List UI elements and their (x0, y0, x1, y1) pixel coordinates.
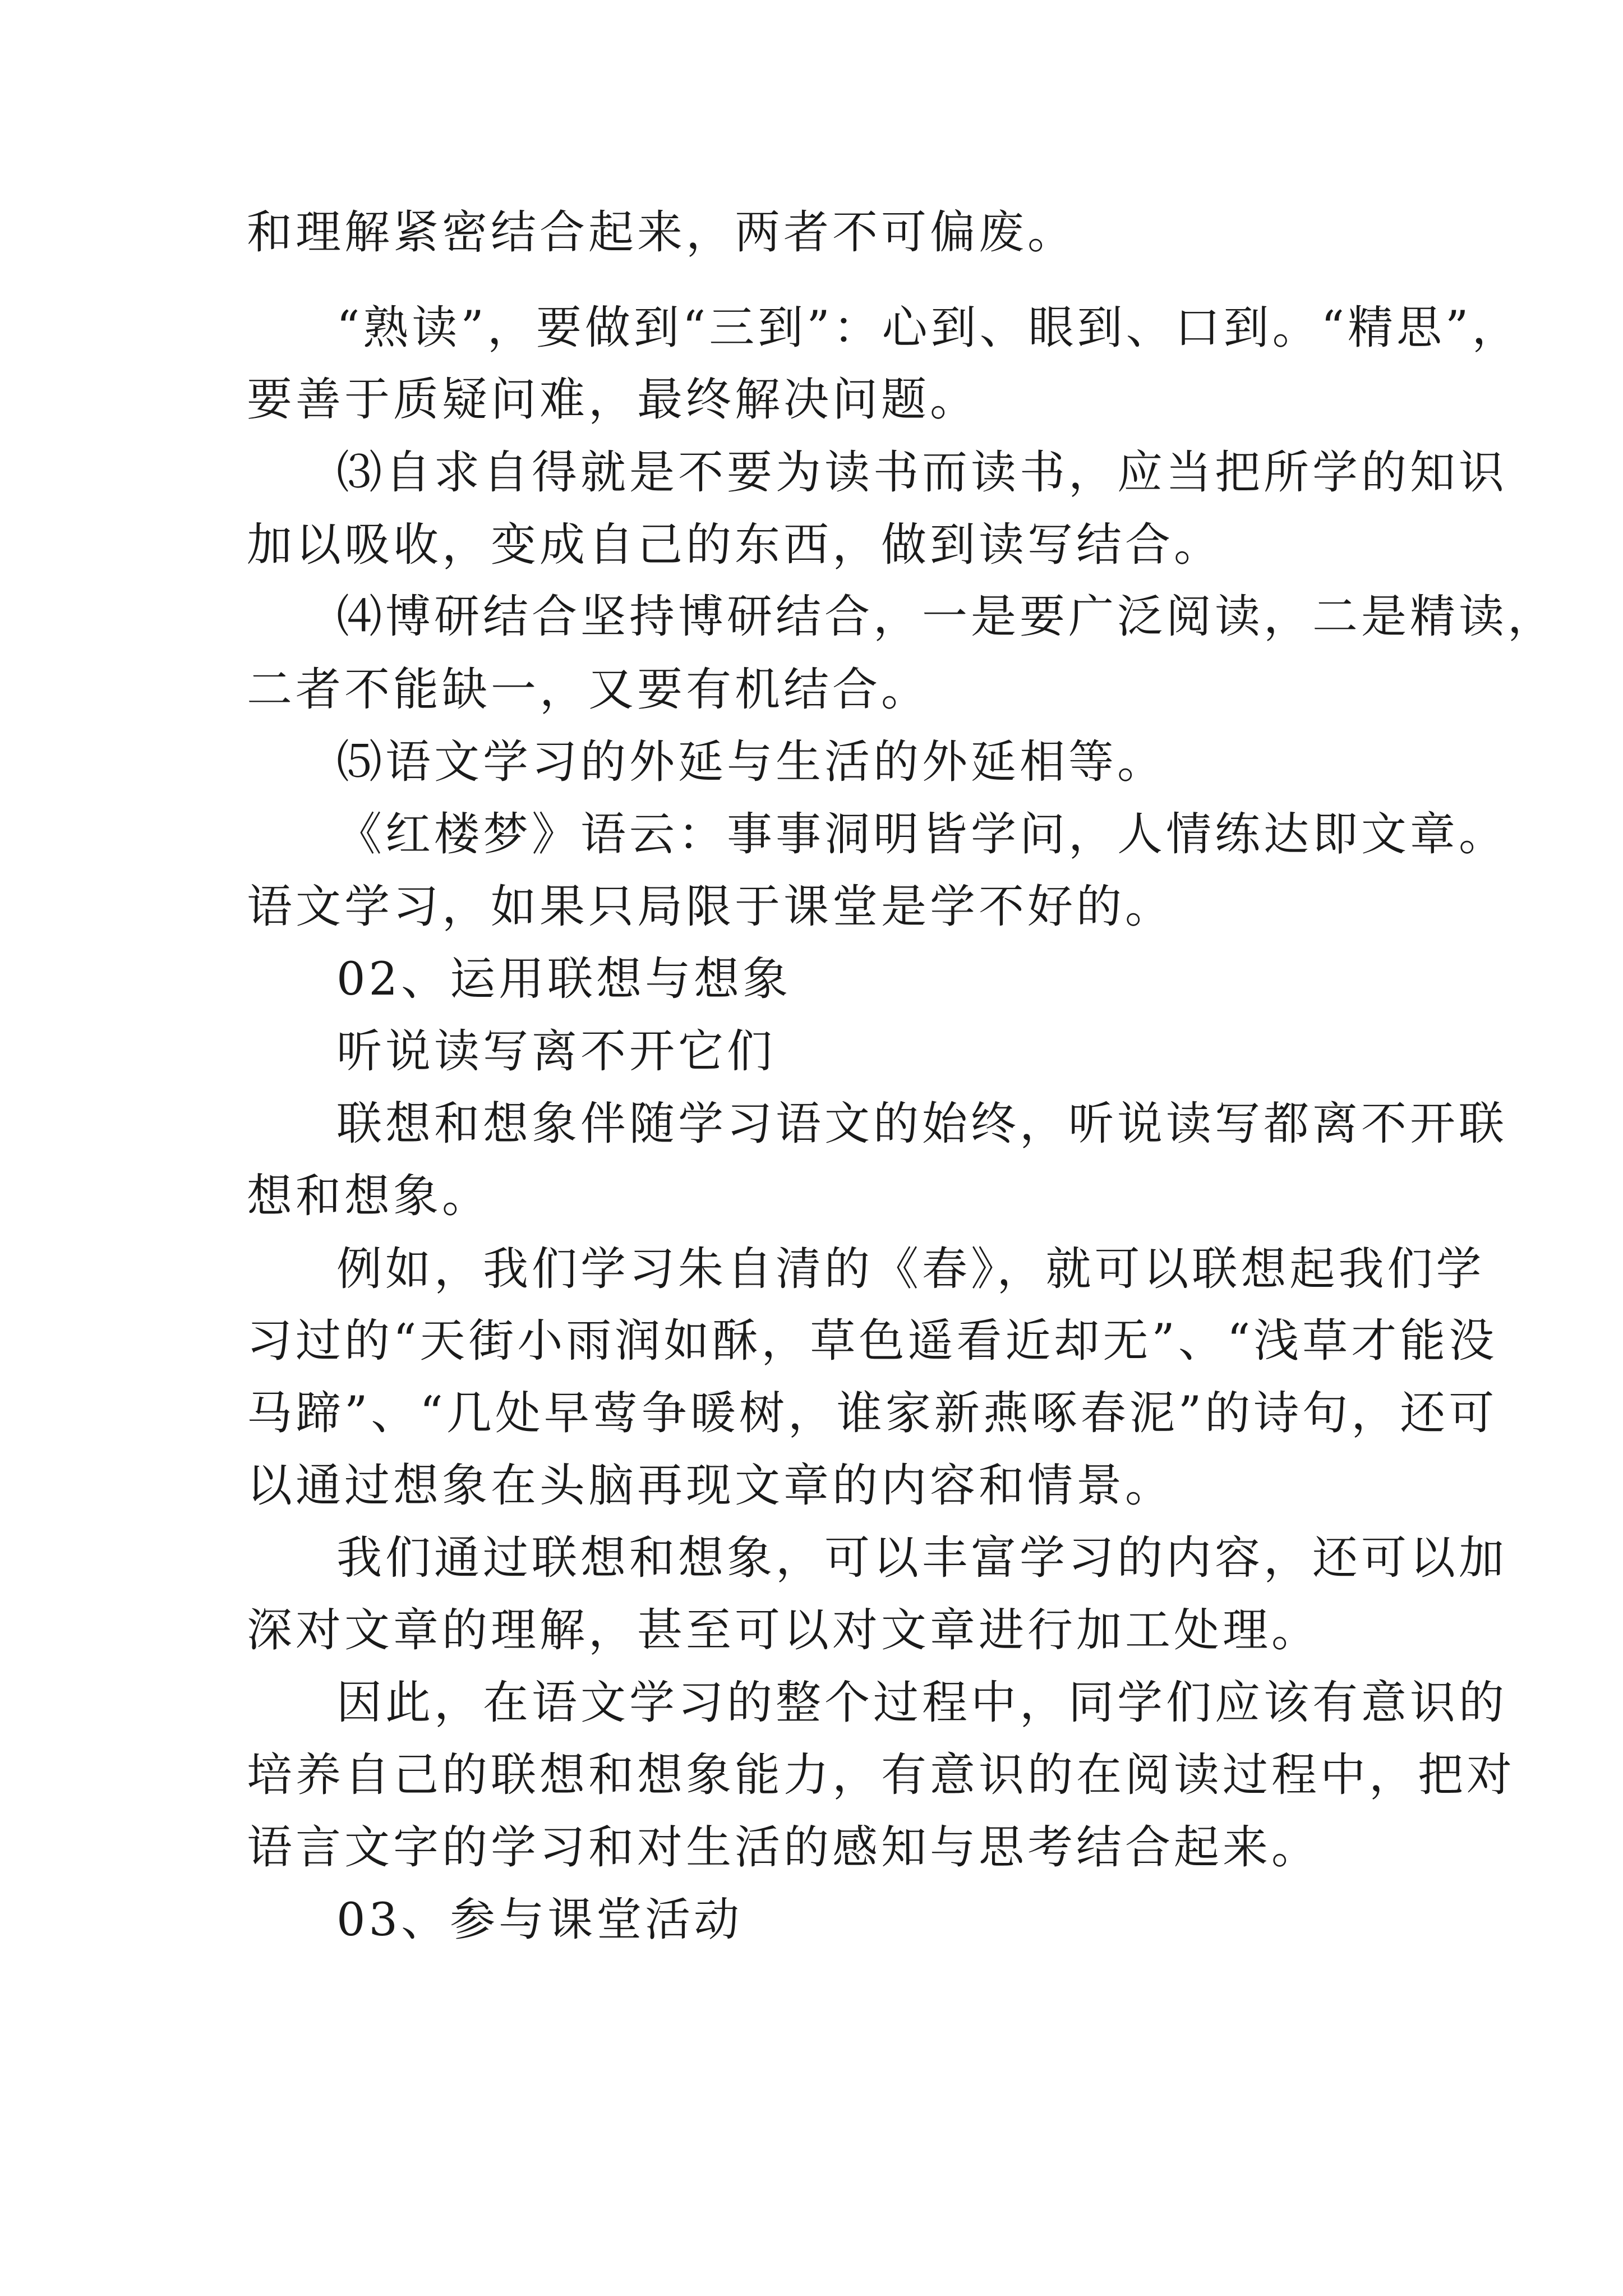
paragraph-line: ⑷博研结合坚持博研结合，一是要广泛阅读，二是精读， (336, 591, 1557, 643)
paragraph-line: 《红楼梦》语云：事事洞明皆学问，人情练达即文章。 (336, 808, 1508, 861)
paragraph-line: 例如，我们学习朱自清的《春》，就可以联想起我们学 (336, 1243, 1485, 1296)
paragraph-line: 二者不能缺一，又要有机结合。 (247, 664, 930, 716)
paragraph-line: 和理解紧密结合起来，两者不可偏废。 (247, 206, 1077, 259)
section-subheading: 听说读写离不开它们 (336, 1025, 776, 1078)
paragraph-line: “熟读”，要做到“三到”：心到、眼到、口到。“精思”， (336, 302, 1521, 355)
paragraph-line: ⑸语文学习的外延与生活的外延相等。 (336, 736, 1166, 789)
paragraph-line: 联想和想象伴随学习语文的始终，听说读写都离不开联 (336, 1098, 1508, 1151)
paragraph-line: 深对文章的理解，甚至可以对文章进行加工处理。 (247, 1604, 1321, 1657)
section-heading: 03、参与课堂活动 (336, 1894, 743, 1947)
paragraph-line: 想和想象。 (247, 1170, 491, 1223)
paragraph-line: 习过的“天街小雨润如酥，草色遥看近却无”、“浅草才能没 (247, 1315, 1498, 1368)
section-heading: 02、运用联想与想象 (336, 953, 792, 1006)
paragraph-line: 要善于质疑问难，最终解决问题。 (247, 374, 979, 426)
paragraph-line: 培养自己的联想和想象能力，有意识的在阅读过程中，把对 (247, 1749, 1516, 1802)
paragraph-line: 因此，在语文学习的整个过程中，同学们应该有意识的 (336, 1677, 1508, 1729)
paragraph-line: ⑶自求自得就是不要为读书而读书，应当把所学的知识 (336, 447, 1508, 499)
paragraph-line: 以通过想象在头脑再现文章的内容和情景。 (247, 1460, 1174, 1512)
paragraph-line: 加以吸收，变成自己的东西，做到读写结合。 (247, 519, 1223, 572)
paragraph-line: 语言文字的学习和对生活的感知与思考结合起来。 (247, 1821, 1321, 1874)
paragraph-line: 语文学习，如果只局限于课堂是学不好的。 (247, 881, 1174, 933)
paragraph-line: 马蹄”、“几处早莺争暖树，谁家新燕啄春泥”的诗句，还可 (247, 1387, 1498, 1440)
paragraph-line: 我们通过联想和想象，可以丰富学习的内容，还可以加 (336, 1532, 1508, 1585)
